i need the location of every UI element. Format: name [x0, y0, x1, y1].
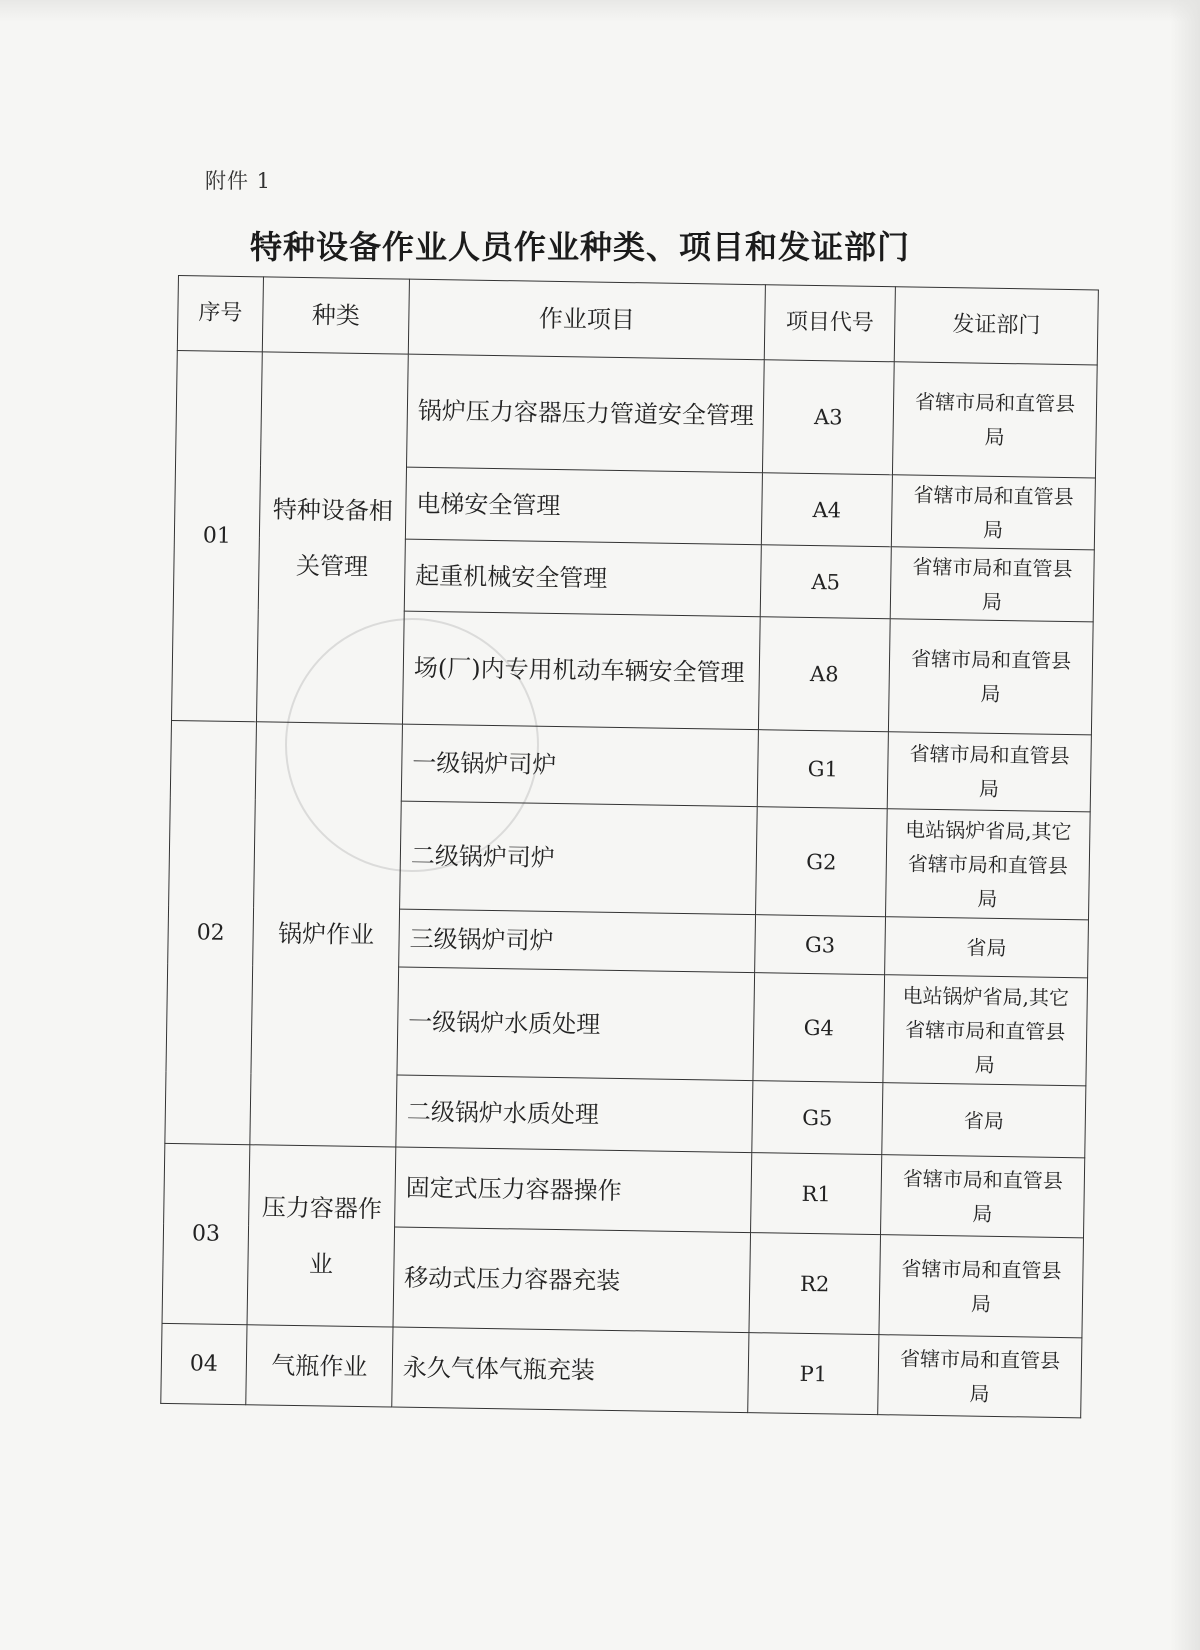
table-header-row — [177, 276, 1098, 365]
attachment-label: 附件 1 — [205, 169, 272, 193]
code-cell: A4 — [761, 473, 892, 547]
dept-cell: 省辖市局和直管县局 — [890, 547, 1094, 622]
dept-cell: 省局 — [882, 1083, 1086, 1158]
group-no: 02 — [165, 720, 257, 1144]
dept-cell: 电站锅炉省局,其它省辖市局和直管县局 — [886, 809, 1091, 920]
item-cell: 二级锅炉司炉 — [400, 801, 758, 915]
item-cell: 三级锅炉司炉 — [399, 909, 756, 973]
group-category: 特种设备相关管理 — [256, 352, 408, 724]
dept-cell: 省辖市局和直管县局 — [891, 475, 1095, 550]
code-cell: R1 — [751, 1153, 882, 1235]
item-cell: 起重机械安全管理 — [404, 539, 761, 617]
dept-cell: 省辖市局和直管县局 — [878, 1335, 1082, 1418]
item-cell: 场(厂)内专用机动车辆安全管理 — [402, 611, 760, 730]
table-row — [164, 1143, 1085, 1237]
scan-edge-top — [0, 0, 1200, 22]
dept-cell: 省辖市局和直管县局 — [888, 619, 1093, 735]
code-cell: A3 — [762, 360, 894, 475]
item-cell: 移动式压力容器充装 — [393, 1227, 751, 1333]
code-cell: P1 — [748, 1333, 879, 1415]
item-cell: 一级锅炉司炉 — [401, 724, 758, 807]
dept-cell: 省辖市局和直管县局 — [892, 362, 1097, 478]
dept-cell: 省局 — [885, 917, 1089, 978]
header-category: 种类 — [262, 277, 409, 354]
code-cell: A5 — [760, 545, 891, 619]
code-cell: G5 — [752, 1081, 883, 1155]
code-cell: G4 — [753, 973, 885, 1083]
group-category: 压力容器作业 — [247, 1145, 396, 1327]
group-category: 锅炉作业 — [250, 722, 403, 1147]
dept-cell: 省辖市局和直管县局 — [887, 732, 1091, 812]
personnel-table — [160, 275, 1099, 1418]
dept-cell: 省辖市局和直管县局 — [879, 1235, 1084, 1338]
group-category: 气瓶作业 — [246, 1325, 393, 1407]
header-dept: 发证部门 — [894, 287, 1098, 365]
page-title: 特种设备作业人员作业种类、项目和发证部门 — [249, 228, 910, 266]
table-row — [161, 1323, 1082, 1417]
item-cell: 电梯安全管理 — [405, 467, 762, 545]
item-cell: 二级锅炉水质处理 — [396, 1075, 753, 1153]
header-item: 作业项目 — [408, 279, 765, 360]
header-code: 项目代号 — [764, 285, 895, 362]
code-cell: G3 — [755, 915, 886, 975]
group-no: 01 — [172, 350, 263, 721]
header-no: 序号 — [177, 276, 263, 352]
dept-cell: 电站锅炉省局,其它省辖市局和直管县局 — [883, 975, 1088, 1086]
table-row — [176, 350, 1098, 477]
scan-edge-right — [1170, 0, 1200, 1650]
code-cell: G2 — [756, 807, 888, 917]
item-cell: 锅炉压力容器压力管道安全管理 — [407, 354, 765, 473]
item-cell: 一级锅炉水质处理 — [397, 967, 755, 1081]
group-no: 04 — [161, 1323, 247, 1404]
group-no: 03 — [162, 1143, 250, 1324]
dept-cell: 省辖市局和直管县局 — [881, 1155, 1085, 1238]
item-cell: 永久气体气瓶充装 — [392, 1327, 749, 1413]
table-row — [170, 720, 1091, 811]
code-cell: R2 — [749, 1233, 881, 1335]
code-cell: G1 — [757, 730, 888, 809]
code-cell: A8 — [758, 617, 890, 732]
item-cell: 固定式压力容器操作 — [395, 1147, 752, 1233]
